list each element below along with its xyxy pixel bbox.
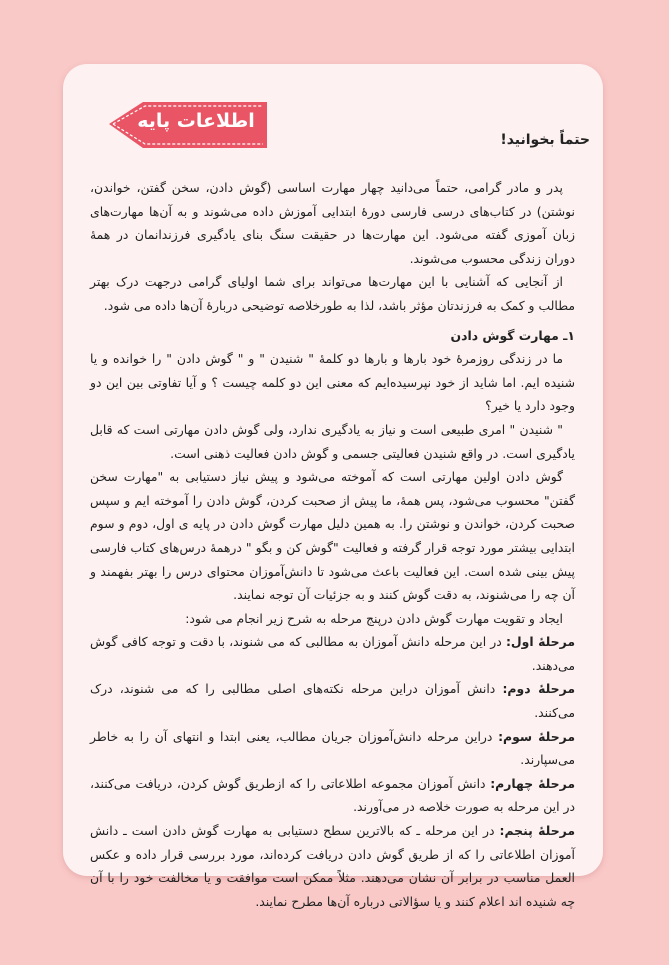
stage-label: مرحلهٔ دوم: [502,681,575,697]
page-heading: حتماً بخوانید! [500,132,590,148]
intro-paragraph: پدر و مادر گرامی، حتماً می‌دانید چهار مهارت اساسی (گوش دادن، سخن گفتن، خواندن، نوشتن) در کتاب‌های درسی فارسی دورهٔ ابتدایی آموزش داده می‌شوند و به آن‌ها مهارت‌های زبان آموزی گفته می‌شود. این مهارت‌ها در حقیقت سنگ بنای یادگیری فرزندانمان در همهٔ دوران زندگی محسوب می‌شوند. [90,180,575,266]
stage-label: مرحلهٔ چهارم: [490,775,575,791]
stage-item [90,772,575,819]
stage-label: مرحلهٔ پنجم: [499,823,576,839]
intro-paragraph: از آنجایی که آشنایی با این مهارت‌ها می‌تواند برای شما اولیای گرامی درجهت درک بهتر مطالب و کمک به فرزندتان مؤثر باشد، لذا به طورخلاصه توضیحی دربارهٔ آن‌ها داده می شود. [90,274,575,313]
main-text [90,176,575,913]
stage-item [90,630,575,677]
stage-text: دانش آموزان دراین مرحله نکته‌های اصلی مطالبی را که می شنوند، درک می‌کنند. [90,681,575,721]
stage-item [90,725,575,772]
stage-text: دراین مرحله دانش‌آموزان جریان مطالب، یعنی ابتدا و انتهای آن را به خاطر می‌سپارند. [90,728,575,768]
section-paragraph: " شنیدن " امری طبیعی است و نیاز به یادگیری ندارد، ولی گوش دادن مهارتی است که قابل یادگیری است. در واقع شنیدن فعالیتی جسمی و گوش دادن فعالیت ذهنی است. [90,421,575,461]
stage-item [90,819,575,913]
section-title: ۱ـ مهارت گوش دادن [450,327,575,343]
section-paragraph: گوش دادن اولین مهارتی است که آموخته می‌شود و پیش نیاز دستیابی به "مهارت سخن گفتن" محسوب می‌شود، پس همهٔ، ما پیش از صحبت کردن، گوش دادن را آموخته ایم و سپس صحبت کردن، خواندن و نوشتن را. به همین دلیل مهارت گوش دادن در پایه ی اول، دوم و سوم ابتدایی بیشتر مورد توجه قرار گرفته و فعالیت "گوش کن و بگو " درهمهٔ درس‌های کتاب فارسی پیش بینی شده است. این فعالیت باعث می‌شود تا دانش‌آموزان محتوای درس را بهتر بفهمند و آن چه را می‌شنوند، به دقت گوش کنند و به جزئیات آن توجه نمایند. [90,469,575,603]
banner-title: اطلاعات پایه [137,110,255,132]
stage-label: مرحلهٔ سوم: [498,728,575,744]
stage-text: در این مرحله دانش آموزان به مطالبی که می شنوند، با دقت و توجه کافی گوش می‌دهند. [90,634,575,673]
stage-text: در این مرحله ـ که بالاترین سطح دستیابی به مهارت گوش دادن است ـ دانش آموزان اطلاعاتی را که از طریق گوش دادن دریافت کرده‌اند، مورد بررسی قرار داده و عکس العمل مناسب در برابر آن نشان می‌دهند. مثلاً ممکن است موافقت و یا مخالفت خود را با آن چه شنیده اند اعلام کنند و یا سؤالاتی درباره آن‌ها مطرح نمایند. [90,823,575,909]
stage-item [90,677,575,724]
stage-text: دانش آموزان مجموعه اطلاعاتی را که ازطریق گوش کردن، دریافت می‌کنند، در این مرحله به صورت خلاصه در می‌آورند. [90,775,575,815]
section-banner [109,98,267,156]
section-paragraph: ایجاد و تقویت مهارت گوش دادن درپنج مرحله به شرح زیر انجام می شود: [185,610,563,626]
section-paragraph: ما در زندگی روزمرهٔ خود بارها و بارها دو کلمهٔ " شنیدن " و " گوش دادن " را خوانده و یا شنیده ایم. اما شاید از خود نپرسیده‌ایم که معنی این دو کلمه چیست ؟ و آیا تفاوتی بین این دو وجود دارد یا خیر؟ [90,351,575,414]
stage-label: مرحلهٔ اول: [505,634,575,650]
